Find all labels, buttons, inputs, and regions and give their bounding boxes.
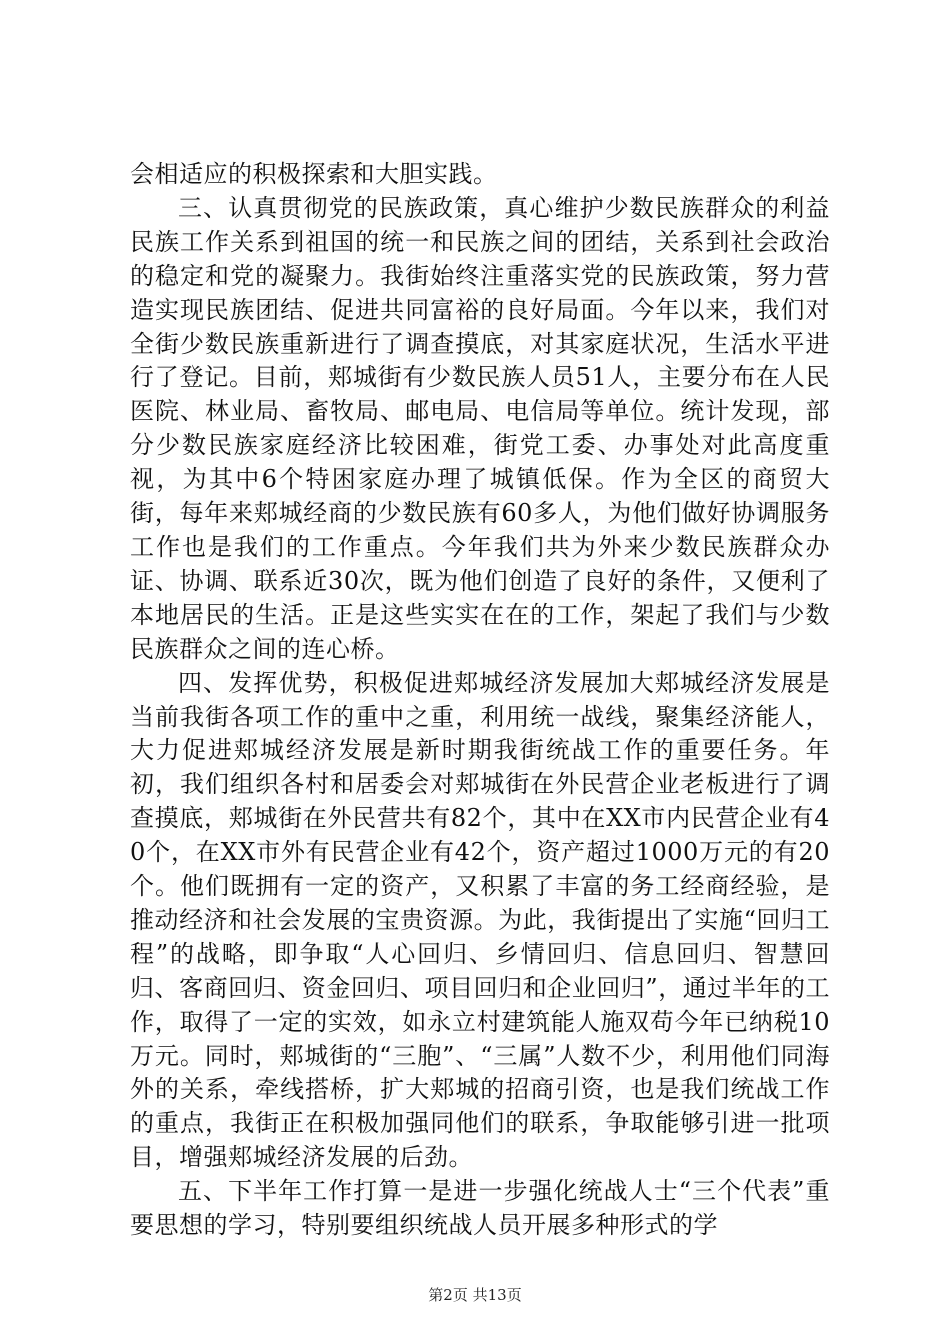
document-body: [130, 158, 830, 1243]
paragraph-work-plan: 五、下半年工作打算一是进一步强化统战人士“三个代表”重要思想的学习，特别要组织统战人员开展多种形式的学: [130, 1177, 830, 1240]
page-number-footer: 第2页 共13页: [428, 1286, 522, 1304]
paragraph-continuation: 会相适应的积极探索和大胆实践。: [130, 160, 498, 188]
paragraph-economic-development: 四、发挥优势，积极促进郏城经济发展加大郏城经济发展是当前我街各项工作的重中之重，利用统一战线，聚集经济能人，大力促进郏城经济发展是新时期我街统战工作的重要任务。年初，我们组织各村和居委会对郏城街在外民营企业老板进行了调查摸底，郏城街在外民营共有82个，其中在XX市内民营企业有40个，在XX市外有民营企业有42个，资产超过1000万元的有20个。他们既拥有一定的资产，又积累了丰富的务工经商经验，是推动经济和社会发展的宝贵资源。为此，我街提出了实施“回归工程”的战略，即争取“人心回归、乡情回归、信息回归、智慧回归、客商回归、资金回归、项目回归和企业回归”，通过半年的工作，取得了一定的实效，如永立村建筑能人施双苟今年已纳税10万元。同时，郏城街的“三胞”、“三属”人数不少，利用他们同海外的关系，牵线搭桥，扩大郏城的招商引资，也是我们统战工作的重点，我街正在积极加强同他们的联系，争取能够引进一批项目，增强郏城经济发展的后劲。: [130, 668, 830, 1172]
paragraph-ethnic-policy: 三、认真贯彻党的民族政策，真心维护少数民族群众的利益民族工作关系到祖国的统一和民族之间的团结，关系到社会政治的稳定和党的凝聚力。我街始终注重落实党的民族政策，努力营造实现民族团结、促进共同富裕的良好局面。今年以来，我们对全街少数民族重新进行了调查摸底，对其家庭状况，生活水平进行了登记。目前，郏城街有少数民族人员51人，主要分布在人民医院、林业局、畜牧局、邮电局、电信局等单位。统计发现，部分少数民族家庭经济比较困难，街党工委、办事处对此高度重视，为其中6个特困家庭办理了城镇低保。作为全区的商贸大街，每年来郏城经商的少数民族有60多人，为他们做好协调服务工作也是我们的工作重点。今年我们共为外来少数民族群众办证、协调、联系近30次，既为他们创造了良好的条件，又便利了本地居民的生活。正是这些实实在在的工作，架起了我们与少数民族群众之间的连心桥。: [130, 193, 830, 663]
